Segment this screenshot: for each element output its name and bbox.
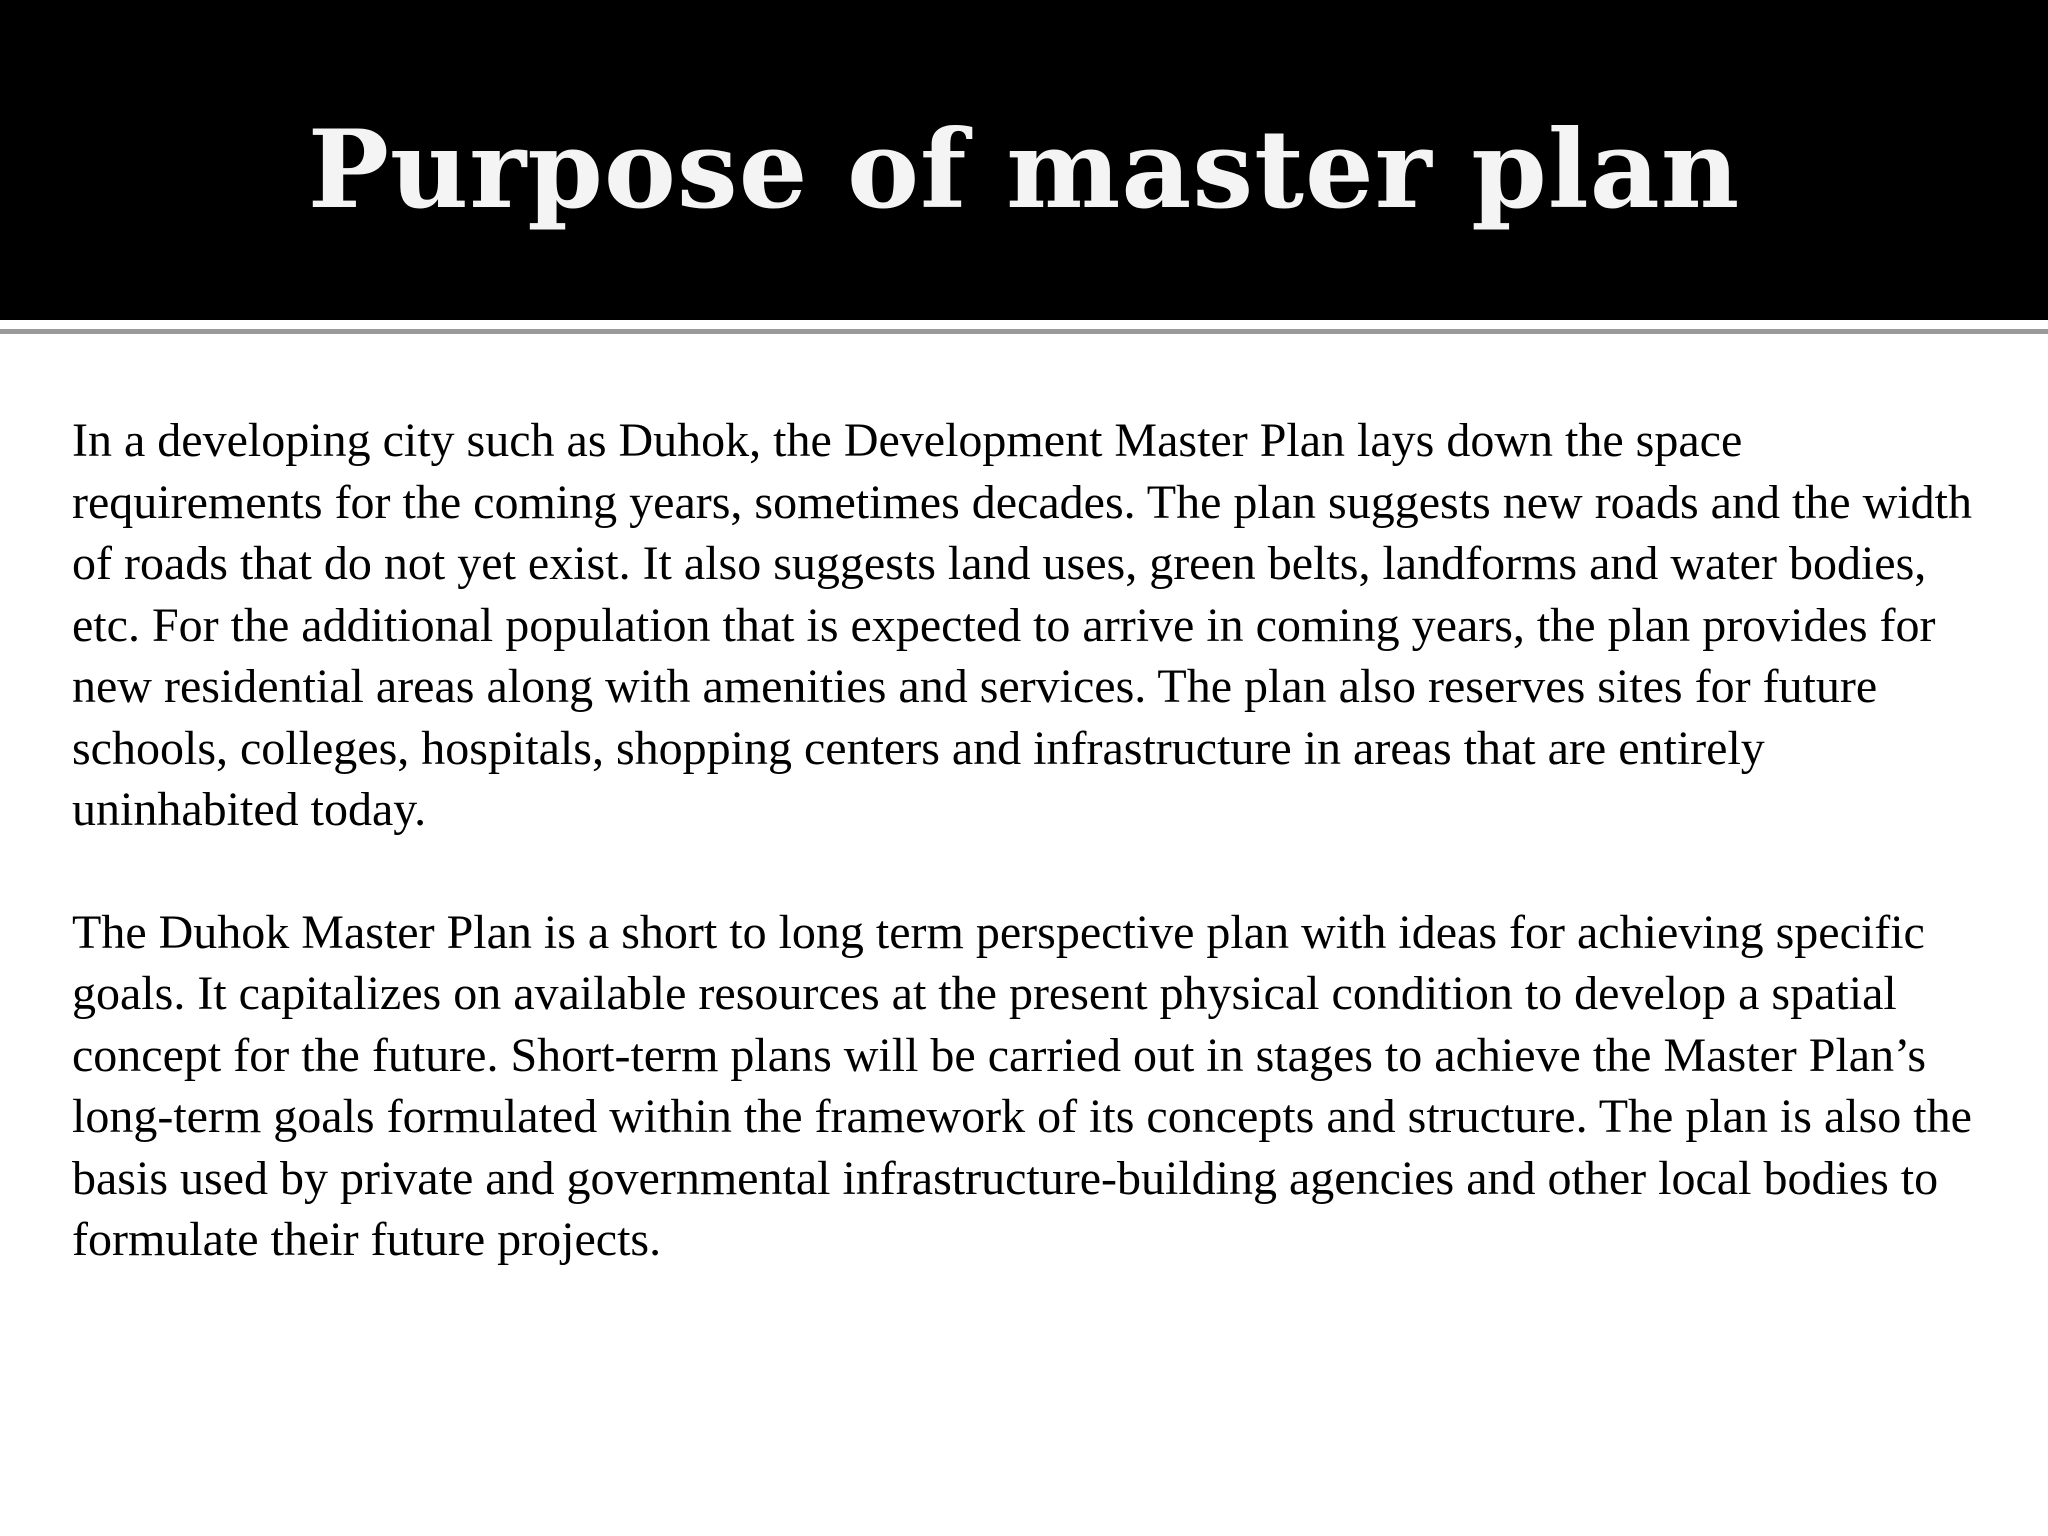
- title-divider: [0, 329, 2048, 334]
- slide-title: Purpose of master plan: [307, 107, 1741, 233]
- title-band: [0, 0, 2048, 320]
- body-paragraph-2: The Duhok Master Plan is a short to long term perspective plan with ideas for achieving specific goals. It capitalizes on available resources at the present physical condition to develop a spatial concept for the future. Short-term plans will be carried out in stages to achieve the Master Plan’s long-term goals formulated within the framework of its concepts and structure. The plan is also the basis used by private and governmental infrastructure-building agencies and other local bodies to formulate their future projects.: [72, 905, 1972, 1266]
- slide-body: [72, 410, 1982, 1332]
- body-paragraph-1: In a developing city such as Duhok, the Development Master Plan lays down the space requirements for the coming years, sometimes decades. The plan suggests new roads and the width of roads that do not yet exist. It also suggests land uses, green belts, landforms and water bodies, etc. For the additional population that is expected to arrive in coming years, the plan provides for new residential areas along with amenities and services. The plan also reserves sites for future schools, colleges, hospitals, shopping centers and infrastructure in areas that are entirely uninhabited today.: [72, 414, 1972, 836]
